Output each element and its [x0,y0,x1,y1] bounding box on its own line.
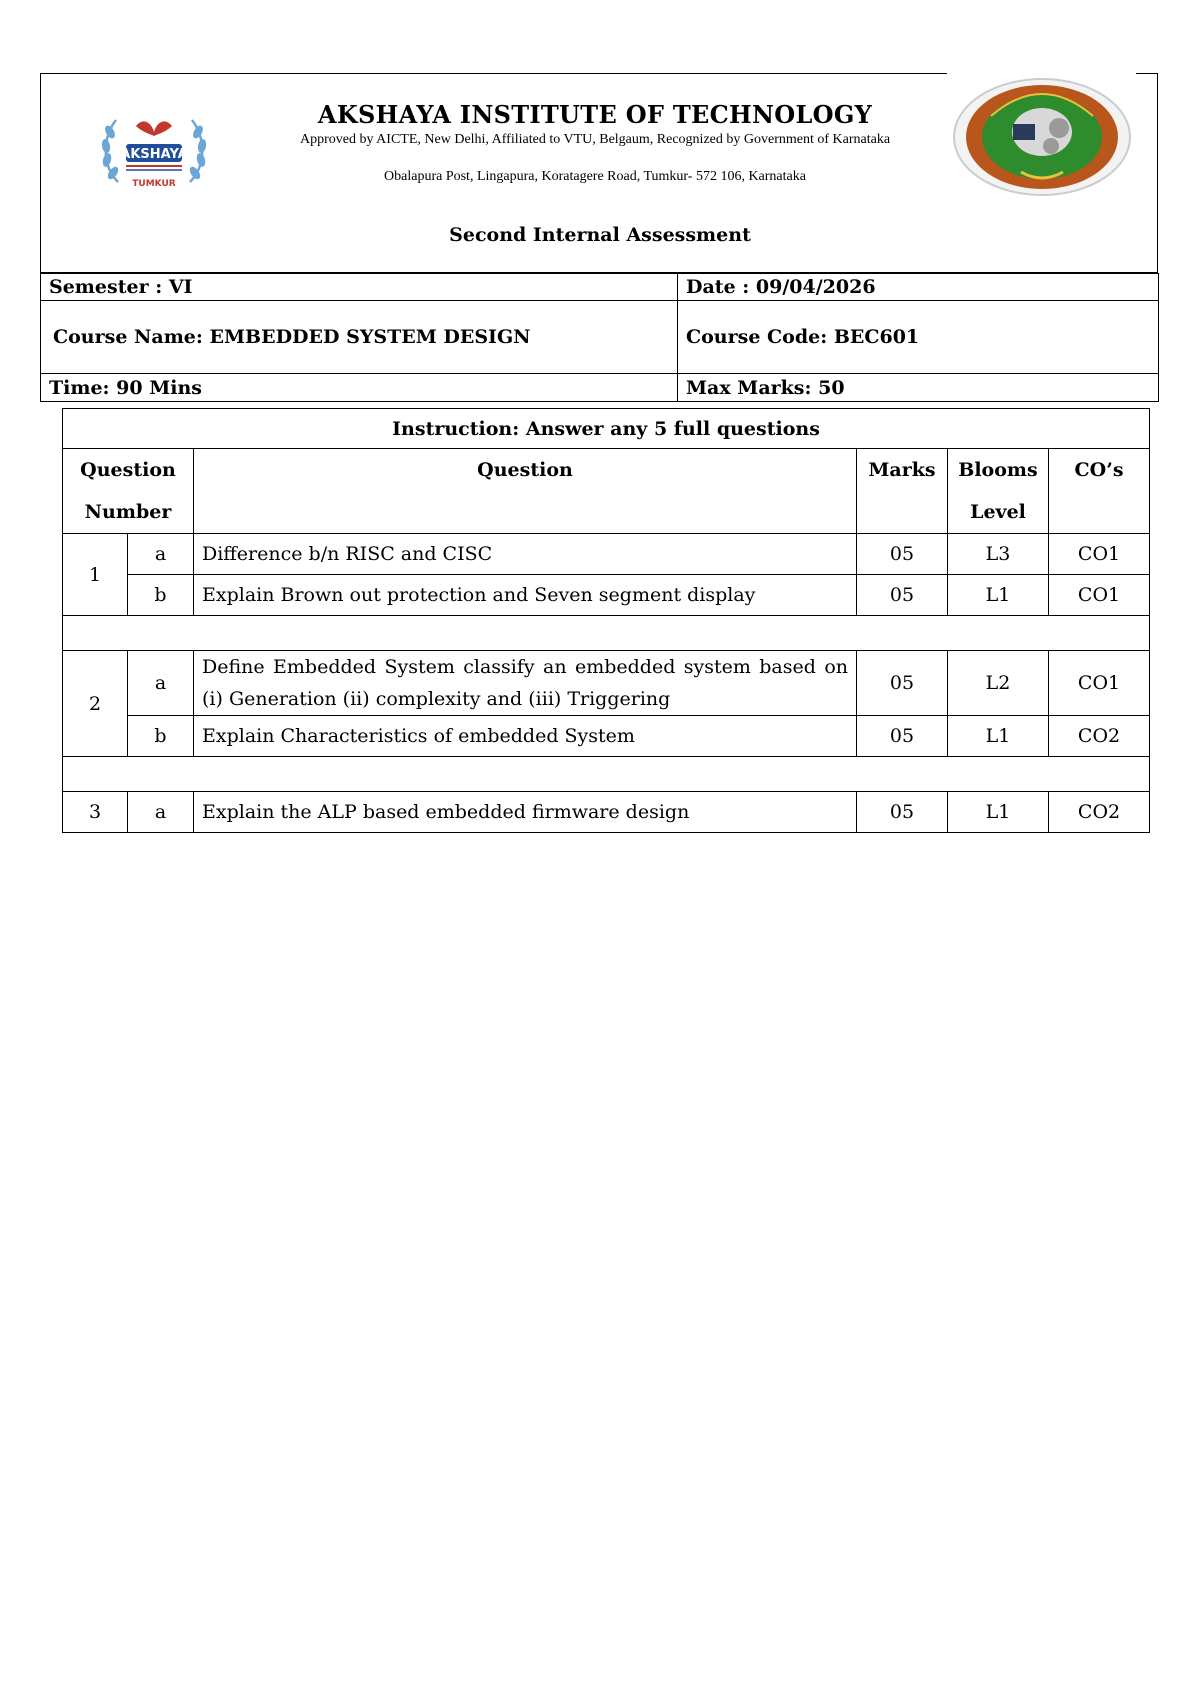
question-marks: 05 [857,716,948,757]
question-co: CO2 [1049,716,1150,757]
question-blooms-level: L1 [948,575,1049,616]
question-co: CO1 [1049,575,1150,616]
table-row [63,716,1150,757]
header-top-rule [40,73,947,74]
table-row [63,792,1150,833]
question-co: CO2 [1049,792,1150,833]
assessment-title: Second Internal Assessment [449,224,751,246]
akshaya-logo-subtext: TUMKUR [132,179,176,189]
table-row [63,534,1150,575]
table-row [63,575,1150,616]
table-row [63,651,1150,716]
course-name: Course Name: EMBEDDED SYSTEM DESIGN [41,301,678,374]
institute-approval: Approved by AICTE, New Delhi, Affiliated to VTU, Belgaum, Recognized by Government of Karnataka [299,132,891,147]
header-question: Question [194,449,857,534]
question-co: CO1 [1049,651,1150,716]
question-text: Explain Brown out protection and Seven segment display [194,575,857,616]
question-text: Explain the ALP based embedded firmware design [194,792,857,833]
question-blooms-level: L1 [948,716,1049,757]
question-text: Explain Characteristics of embedded System [194,716,857,757]
duration: Time: 90 Mins [41,374,678,402]
vtu-logo [951,76,1133,198]
question-co: CO1 [1049,534,1150,575]
course-info-grid [40,273,1159,402]
header-question-number-line2: Number [84,501,172,523]
question-marks: 05 [857,651,948,716]
akshaya-logo-text: AKSHAYA [120,147,188,162]
header-top-rule-right [1136,73,1158,74]
question-part: b [128,716,194,757]
institute-name: AKSHAYA INSTITUTE OF TECHNOLOGY [317,100,873,129]
exam-date: Date : 09/04/2026 [678,274,1159,301]
question-part: b [128,575,194,616]
question-part: a [128,651,194,716]
header-marks: Marks [857,449,948,534]
semester: Semester : VI [41,274,678,301]
question-number: 3 [63,792,128,833]
header-question-number [63,449,194,534]
question-marks: 05 [857,575,948,616]
question-marks: 05 [857,792,948,833]
akshaya-logo [96,102,212,198]
question-number: 1 [63,534,128,616]
question-blooms-level: L3 [948,534,1049,575]
instruction: Instruction: Answer any 5 full questions [63,409,1150,449]
header-blooms-line1: Blooms [958,459,1038,481]
header-question-number-line1: Question [80,459,176,481]
spacer-row [63,757,1150,792]
max-marks: Max Marks: 50 [678,374,1159,402]
question-text: Define Embedded System classify an embedded system based on (i) Generation (ii) complexity and (iii) Triggering [194,651,857,716]
header-blooms-level [948,449,1049,534]
header-cos: CO’s [1049,449,1150,534]
question-part: a [128,534,194,575]
course-code: Course Code: BEC601 [678,301,1159,374]
question-table [62,408,1150,833]
institute-address: Obalapura Post, Lingapura, Koratagere Road, Tumkur- 572 106, Karnataka [384,169,806,184]
question-number: 2 [63,651,128,757]
header-blooms-line2: Level [970,501,1026,523]
question-part: a [128,792,194,833]
question-blooms-level: L1 [948,792,1049,833]
question-text: Difference b/n RISC and CISC [194,534,857,575]
spacer-row [63,616,1150,651]
question-blooms-level: L2 [948,651,1049,716]
question-marks: 05 [857,534,948,575]
